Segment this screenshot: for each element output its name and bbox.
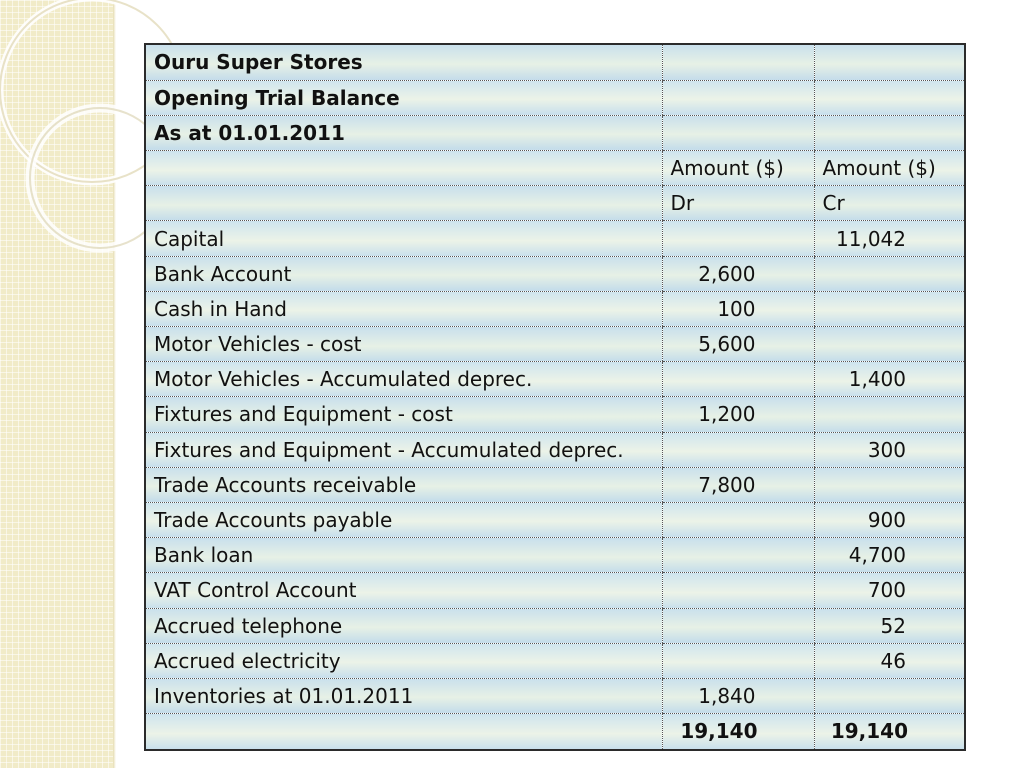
account-name: Fixtures and Equipment - cost [146,397,662,432]
trial-balance-table [144,43,966,751]
debit-amount [662,608,814,643]
account-name: Accrued electricity [146,643,662,678]
credit-amount [814,256,964,291]
credit-amount: 900 [814,502,964,537]
debit-amount [662,643,814,678]
account-name: Trade Accounts receivable [146,467,662,502]
credit-amount [814,467,964,502]
table-row [146,221,964,256]
table-title: Opening Trial Balance [146,80,662,115]
credit-amount: 11,042 [814,221,964,256]
table-row [146,643,964,678]
table-row-total [146,714,964,749]
table-row [146,291,964,326]
credit-amount: 52 [814,608,964,643]
account-name: Bank Account [146,256,662,291]
credit-amount: 4,700 [814,538,964,573]
table-row [146,397,964,432]
credit-amount [814,678,964,713]
debit-amount [662,573,814,608]
account-name: VAT Control Account [146,573,662,608]
table-row-subheaders [146,186,964,221]
table-row [146,502,964,537]
debit-amount [662,432,814,467]
account-name: Cash in Hand [146,291,662,326]
table-row [146,538,964,573]
debit-amount: 2,600 [662,256,814,291]
account-name: Fixtures and Equipment - Accumulated deprec. [146,432,662,467]
account-name: Motor Vehicles - Accumulated deprec. [146,362,662,397]
header-amount-cr: Amount ($) [814,151,964,186]
table-row [146,678,964,713]
debit-amount [662,538,814,573]
account-name: Capital [146,221,662,256]
account-name: Motor Vehicles - cost [146,327,662,362]
table-row-column-headers [146,151,964,186]
credit-amount [814,397,964,432]
table-row-company [146,45,964,80]
table-row [146,608,964,643]
credit-amount [814,327,964,362]
company-name: Ouru Super Stores [146,45,662,80]
credit-amount: 700 [814,573,964,608]
credit-amount: 1,400 [814,362,964,397]
table-row [146,467,964,502]
debit-amount [662,221,814,256]
table-row-title [146,80,964,115]
table-row [146,362,964,397]
account-name: Inventories at 01.01.2011 [146,678,662,713]
credit-amount: 46 [814,643,964,678]
table-row [146,327,964,362]
header-amount-dr: Amount ($) [662,151,814,186]
date-line: As at 01.01.2011 [146,115,662,150]
total-credit: 19,140 [814,714,964,749]
debit-amount: 5,600 [662,327,814,362]
table-row [146,432,964,467]
total-debit: 19,140 [662,714,814,749]
table-row [146,573,964,608]
debit-amount: 100 [662,291,814,326]
table-row [146,256,964,291]
credit-amount: 300 [814,432,964,467]
account-name: Accrued telephone [146,608,662,643]
debit-amount [662,362,814,397]
header-dr: Dr [662,186,814,221]
account-name: Trade Accounts payable [146,502,662,537]
debit-amount [662,502,814,537]
account-name: Bank loan [146,538,662,573]
table-row-date [146,115,964,150]
debit-amount: 1,200 [662,397,814,432]
debit-amount: 1,840 [662,678,814,713]
header-cr: Cr [814,186,964,221]
credit-amount [814,291,964,326]
debit-amount: 7,800 [662,467,814,502]
